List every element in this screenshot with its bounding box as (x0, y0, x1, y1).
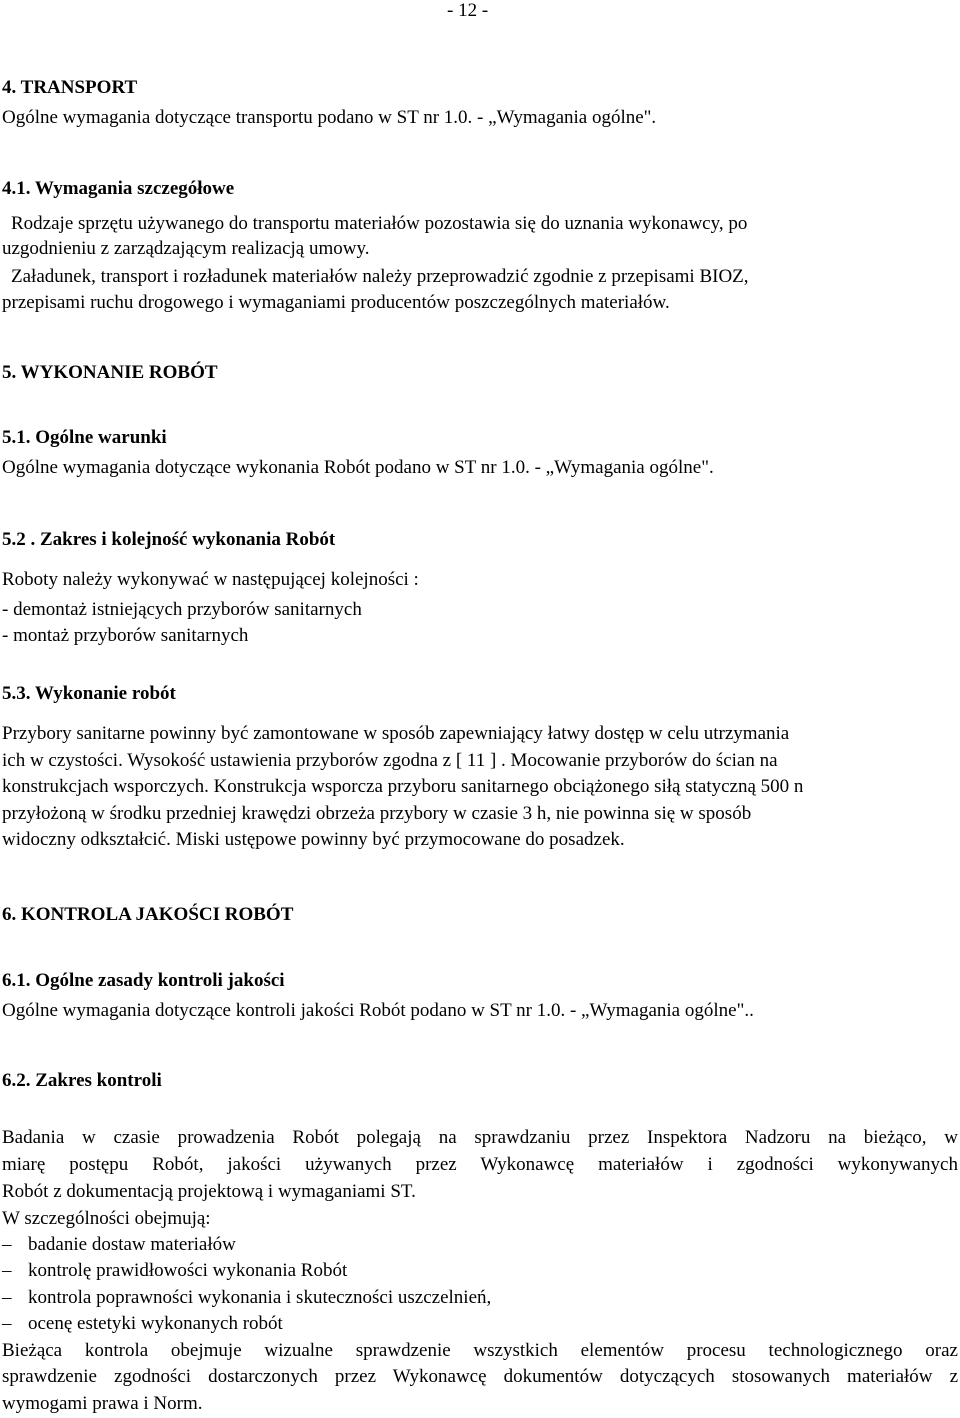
dash-bullet: – (2, 1260, 12, 1281)
section-6-2-intro: W szczególności obejmują: (2, 1208, 211, 1229)
section-5-2-heading: 5.2 . Zakres i kolejność wykonania Robót (2, 529, 336, 550)
section-5-3-heading: 5.3. Wykonanie robót (2, 683, 176, 704)
section-5-3-line: przyłożoną w środku przedniej krawędzi obrzeża przybory w czasie 3 h, nie powinna się w sposób (2, 803, 752, 824)
section-5-heading: 5. WYKONANIE ROBÓT (2, 362, 218, 383)
section-6-2-p2-line: wymogami prawa i Norm. (2, 1393, 203, 1414)
section-5-1-heading: 5.1. Ogólne warunki (2, 427, 167, 448)
list-item: - demontaż istniejących przyborów sanitarnych (2, 599, 362, 620)
section-4-1-p1-line: Rodzaje sprzętu używanego do transportu materiałów pozostawia się do uznania wykonawcy, po (11, 213, 748, 234)
section-4-1-p1-line: uzgodnieniu z zarządzającym realizacją umowy. (2, 238, 370, 259)
section-6-1-text: Ogólne wymagania dotyczące kontroli jakości Robót podano w ST nr 1.0. - „Wymagania ogólne".. (2, 1000, 754, 1021)
section-5-3-line: konstrukcjach wsporczych. Konstrukcja wsporcza przyboru sanitarnego obciążonego siłą statyczną 500 n (2, 776, 804, 797)
section-5-3-line: ich w czystości. Wysokość ustawienia przyborów zgodna z [ 11 ] . Mocowanie przyborów do ścian na (2, 750, 778, 771)
section-5-2-intro: Roboty należy wykonywać w następującej kolejności : (2, 569, 419, 590)
section-4-1-heading: 4.1. Wymagania szczegółowe (2, 178, 235, 199)
section-5-1-text: Ogólne wymagania dotyczące wykonania Robót podano w ST nr 1.0. - „Wymagania ogólne". (2, 457, 714, 478)
list-item-text: badanie dostaw materiałów (28, 1234, 236, 1255)
section-4-1-p2-line: Załadunek, transport i rozładunek materiałów należy przeprowadzić zgodnie z przepisami BIOZ, (11, 266, 749, 287)
section-4-intro: Ogólne wymagania dotyczące transportu podano w ST nr 1.0. - „Wymagania ogólne". (2, 107, 657, 128)
list-item-text: kontrolę prawidłowości wykonania Robót (28, 1260, 348, 1281)
dash-bullet: – (2, 1234, 12, 1255)
section-6-2-p1-line: Robót z dokumentacją projektową i wymaganiami ST. (2, 1181, 416, 1202)
list-item-text: kontrola poprawności wykonania i skuteczności uszczelnień, (28, 1287, 492, 1308)
page-number: - 12 - (447, 0, 489, 21)
section-6-2-p1-line: miarę postępu Robót, jakości używanych przez Wykonawcę materiałów i zgodności wykonywanych (2, 1154, 958, 1175)
list-item: - montaż przyborów sanitarnych (2, 625, 249, 646)
section-6-1-heading: 6.1. Ogólne zasady kontroli jakości (2, 970, 285, 991)
section-6-2-p1-line: Badania w czasie prowadzenia Robót polegają na sprawdzaniu przez Inspektora Nadzoru na bieżąco, w (2, 1127, 958, 1148)
dash-bullet: – (2, 1313, 12, 1334)
section-6-2-heading: 6.2. Zakres kontroli (2, 1070, 162, 1091)
section-6-2-p2-line: sprawdzenie zgodności dostarczonych przez Wykonawcę dokumentów dotyczących stosowanych materiałów z (2, 1366, 958, 1387)
dash-bullet: – (2, 1287, 12, 1308)
section-6-2-p2-line: Bieżąca kontrola obejmuje wizualne sprawdzenie wszystkich elementów procesu technologicznego oraz (2, 1340, 958, 1361)
section-4-heading: 4. TRANSPORT (2, 77, 138, 98)
list-item-text: ocenę estetyki wykonanych robót (28, 1313, 283, 1334)
section-5-3-line: widoczny odkształcić. Miski ustępowe powinny być przymocowane do posadzek. (2, 829, 625, 850)
section-4-1-p2-line: przepisami ruchu drogowego i wymaganiami producentów poszczególnych materiałów. (2, 292, 670, 313)
section-6-heading: 6. KONTROLA JAKOŚCI ROBÓT (2, 904, 294, 925)
section-5-3-line: Przybory sanitarne powinny być zamontowane w sposób zapewniający łatwy dostęp w celu utrzymania (2, 723, 790, 744)
